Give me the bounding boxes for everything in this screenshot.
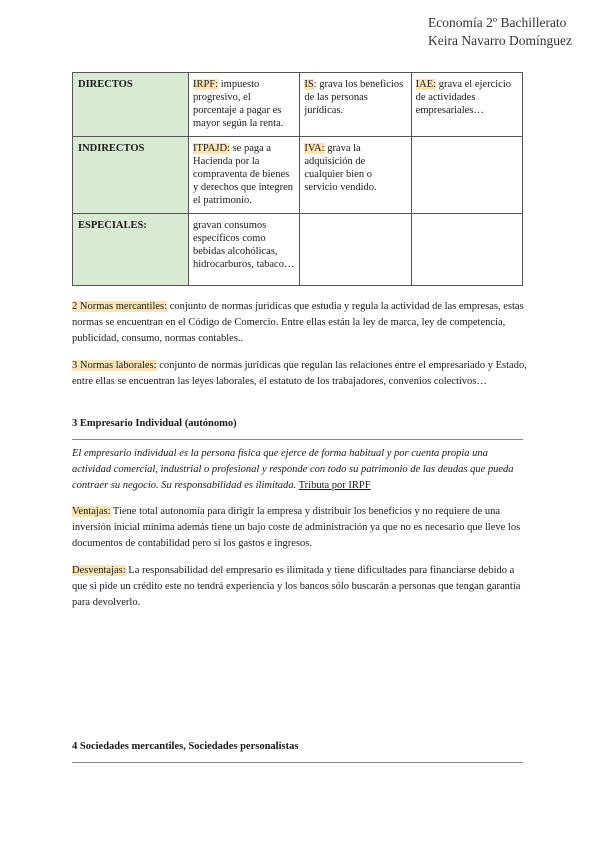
tax-description: impuesto progresivo, el porcentaje a pagar es mayor según la renta. <box>193 79 284 129</box>
paragraph-heading: 3 Normas laborales: <box>72 360 157 371</box>
section-title-empresario: 3 Empresario Individual (autónomo) <box>72 418 237 429</box>
paragraph-heading: 2 Normas mercantiles: <box>72 301 168 312</box>
tax-description: : grava los beneficios de las personas jurídicas. <box>304 79 404 116</box>
paragraph-heading: Ventajas: <box>72 506 111 517</box>
tax-tag: IRPF: <box>193 79 219 90</box>
table-cell-empty <box>411 214 522 286</box>
paragraph-text: conjunto de normas jurídicas que regulan las relaciones entre el empresariado y Estado, entre ellas se encuentran las leyes laborales, el estatuto de los trabajadores, convenios colectivos… <box>72 360 527 387</box>
tax-description: gravan consumos específicos como bebidas alcohólicas, hidrocarburos, tabaco… <box>193 220 295 270</box>
table-row-especiales <box>73 214 523 286</box>
table-cell <box>189 214 300 286</box>
row-header: DIRECTOS <box>73 73 189 137</box>
paragraph-ventajas <box>72 504 527 552</box>
tax-table <box>72 72 523 286</box>
paragraph-text: La responsabilidad del empresario es ilimitada y tiene dificultades para financiarse debido a que si pide un crédito este no tendrá experiencia y los bancos sólo buscarán a personas que tengan garantía para devolverlo. <box>72 565 521 608</box>
tax-tag: IS <box>304 79 314 90</box>
table-cell-empty <box>300 214 411 286</box>
table-cell <box>300 137 411 214</box>
row-header: INDIRECTOS <box>73 137 189 214</box>
paragraph-heading: Desventajas: <box>72 565 126 576</box>
tax-tag: IVA: <box>304 143 325 154</box>
paragraph-desventajas <box>72 563 527 611</box>
definition-text: El empresario individual es la persona física que ejerce de forma habitual y por cuenta propia una actividad comercial, industrial o profesional y responde con todo su patrimonio de las deudas que pueda contraer su negocio. Su responsabilidad es ilimitada. <box>72 448 514 491</box>
paragraph-text: conjunto de normas jurídicas que estudia y regula la actividad de las empresas, estas normas se encuentran en el Código de Comercio. Entre ellas están la ley de marca, ley de competencia, publicidad, consumo, normas contables.. <box>72 301 524 344</box>
table-cell <box>189 73 300 137</box>
paragraph-normas-laborales <box>72 358 527 390</box>
section-divider <box>72 439 523 440</box>
tax-description: se paga a Hacienda por la compraventa de bienes y derechos que integren el patrimonio. <box>193 143 294 206</box>
tax-description: grava la adquisición de cualquier bien o servicio vendido. <box>304 143 377 193</box>
table-row-directos <box>73 73 523 137</box>
course-title: Economía 2º Bachillerato <box>428 15 567 30</box>
tributa-note: Tributa por IRPF <box>298 480 371 491</box>
section-title-sociedades: 4 Sociedades mercantiles, Sociedades personalistas <box>72 741 299 752</box>
definition-paragraph <box>72 446 527 494</box>
tax-tag: ITPAJD: <box>193 143 230 154</box>
table-cell <box>189 137 300 214</box>
document-header <box>428 14 572 50</box>
table-cell <box>411 73 522 137</box>
table-row-indirectos <box>73 137 523 214</box>
author-name: Keira Navarro Domínguez <box>428 33 572 48</box>
tax-description: grava el ejercicio de actividades empresariales… <box>415 79 511 116</box>
section-divider <box>72 762 523 763</box>
table-cell-empty <box>411 137 522 214</box>
table-cell <box>300 73 411 137</box>
tax-tag: IAE: <box>415 79 437 90</box>
paragraph-text: Tiene total autonomía para dirigir la empresa y distribuir los beneficios y no requiere de una inversión inicial mínima además tiene un bajo coste de administración ya que no es necesario que lleve los documentos de contabilidad pero sí los gastos e ingresos. <box>72 506 521 549</box>
paragraph-normas-mercantiles <box>72 299 527 347</box>
row-header: ESPECIALES: <box>73 214 189 286</box>
